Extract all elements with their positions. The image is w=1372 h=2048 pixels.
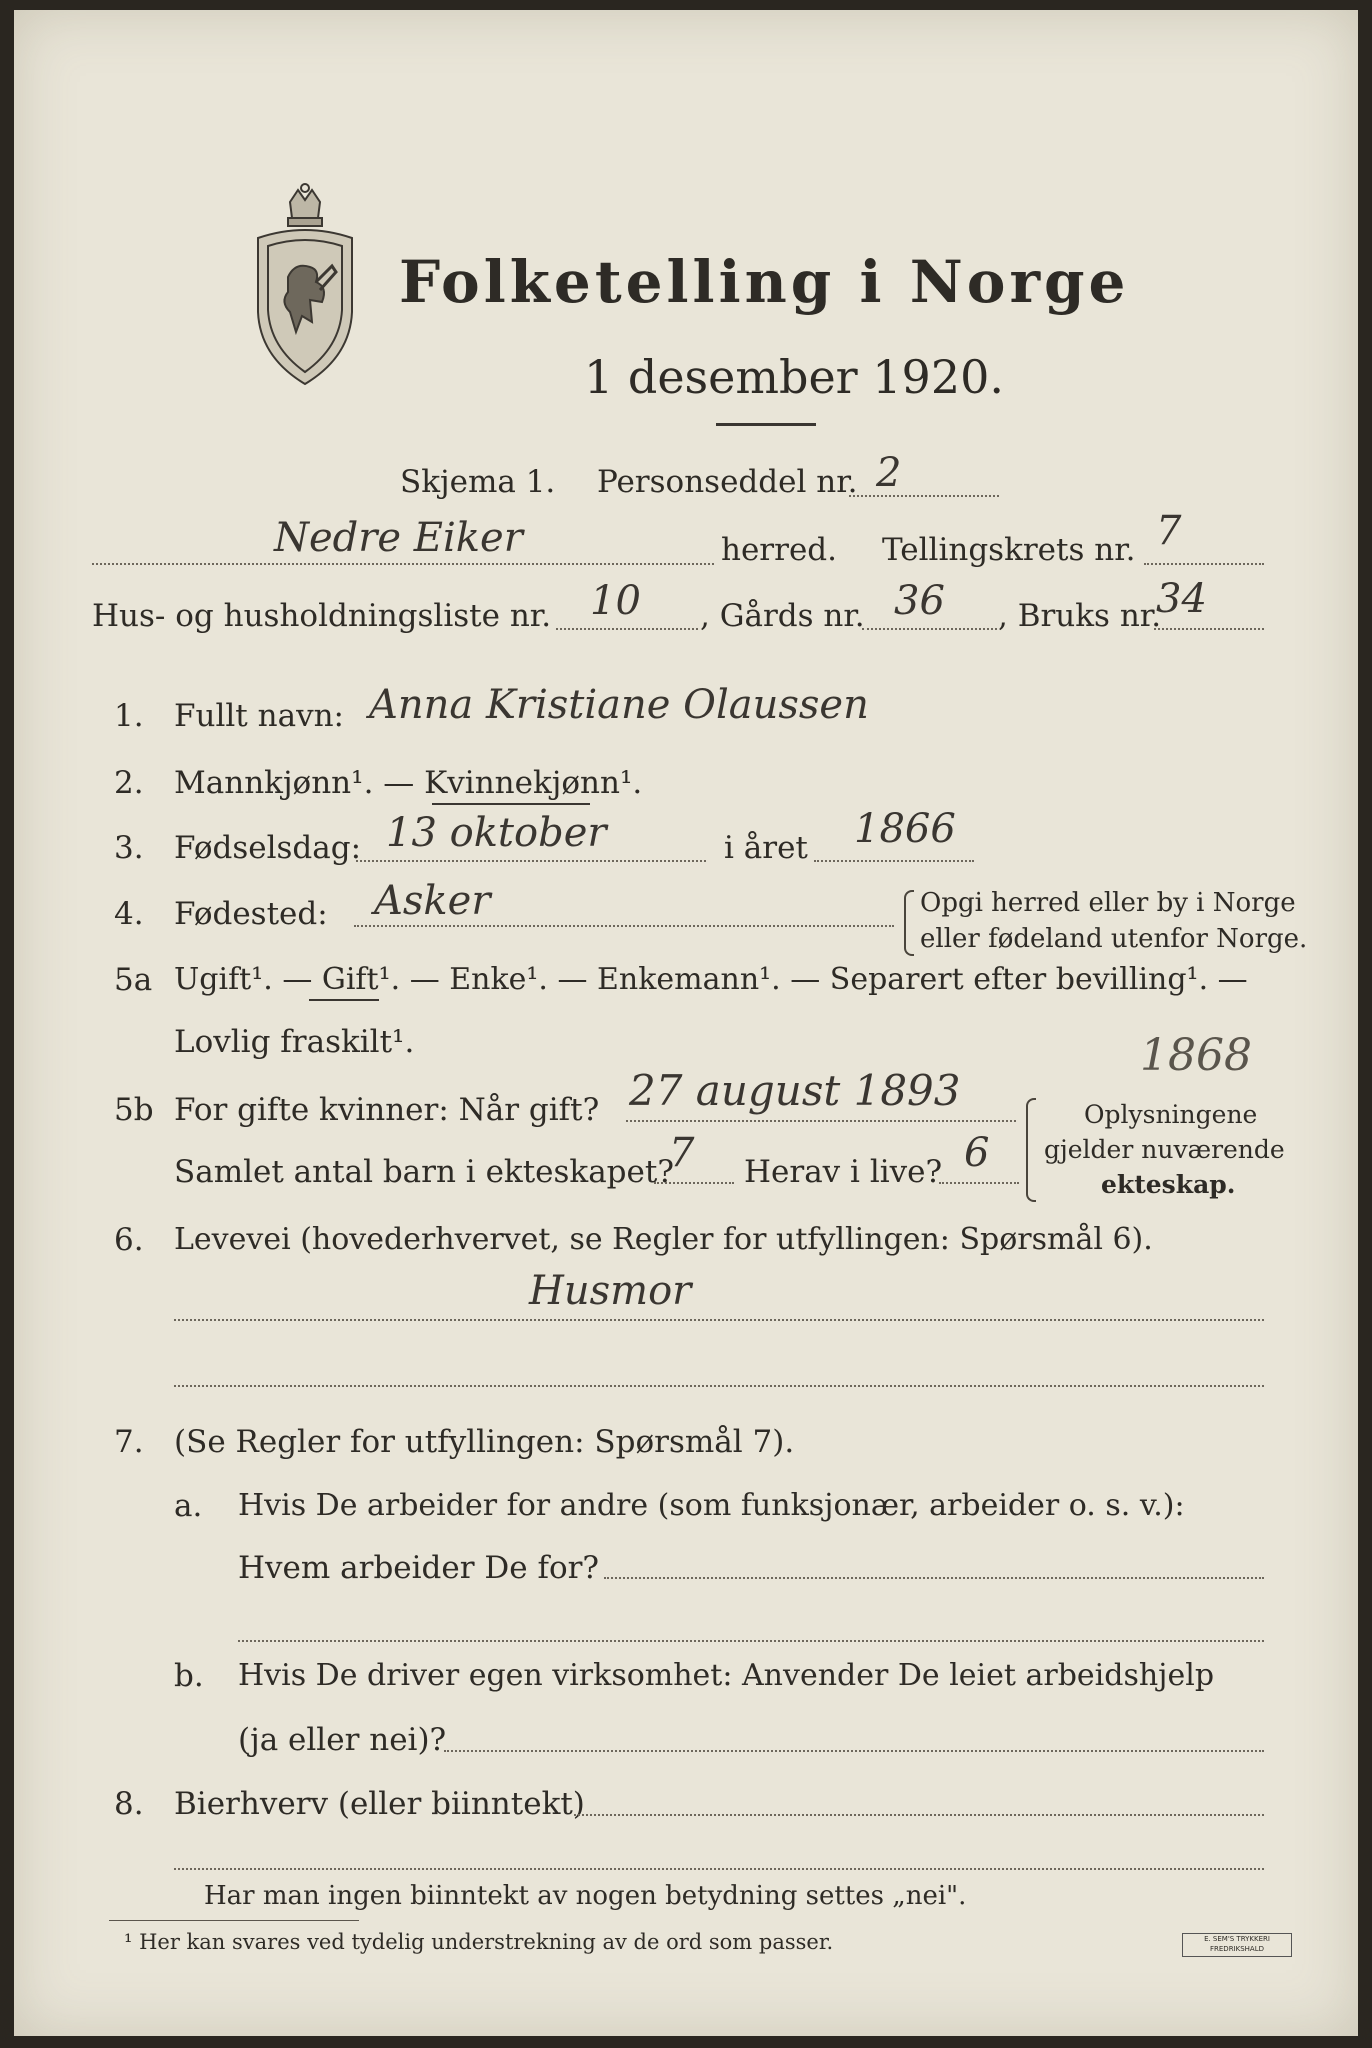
q8-answer-line[interactable] [574,1814,1264,1816]
bottom-note: Har man ingen biinntekt av nogen betydning settes „nei". [204,1881,967,1911]
q3-birthday-value[interactable]: 13 oktober [386,810,607,856]
herred-line [92,563,714,565]
q7b-line1: Hvis De driver egen virksomhet: Anvender De leiet arbeidshjelp [238,1658,1215,1693]
q5b-marriage-date-value[interactable]: 27 august 1893 [629,1066,961,1115]
personseddel-line [849,495,999,497]
q6-occupation-value[interactable]: Husmor [529,1268,692,1314]
q8-number: 8. [114,1786,144,1822]
q5b-line [626,1120,1016,1122]
q5a-marital-options: Ugift¹. — Gift¹. — Enke¹. — Enkemann¹. — Separert efter bevilling¹. — [174,962,1248,997]
q3-year-value[interactable]: 1866 [854,806,956,852]
q1-full-name-value[interactable]: Anna Kristiane Olaussen [369,682,869,728]
title-divider [716,423,816,426]
q5b-note-line1: Oplysningene [1084,1100,1258,1129]
hus-value[interactable]: 10 [590,578,641,624]
q5b-alive-label: Herav i live? [744,1154,943,1190]
q5b-number: 5b [114,1092,154,1128]
census-form-sheet [14,10,1358,2036]
herred-value[interactable]: Nedre Eiker [274,515,523,561]
q6-label: Levevei (hovederhvervet, se Regler for utfyllingen: Spørsmål 6). [174,1222,1153,1257]
q6-number: 6. [114,1222,144,1258]
q3-year-line [814,860,974,862]
schema-label: Skjema 1. [400,464,556,500]
gards-value[interactable]: 36 [894,578,945,624]
q7a-line2: Hvem arbeider De for? [238,1550,600,1586]
q4-label: Fødested: [174,896,328,932]
q2-underline-kvinnekjonn [432,803,590,805]
q7a-answer-line[interactable] [604,1577,1264,1579]
q7-number: 7. [114,1424,144,1460]
gards-label: , Gårds nr. [700,598,865,634]
bruks-label: , Bruks nr. [998,598,1162,634]
q7a-letter: a. [174,1488,203,1524]
q7-label: (Se Regler for utfyllingen: Spørsmål 7). [174,1424,795,1460]
q5b-alive-value[interactable]: 6 [964,1130,990,1176]
hus-line [556,628,698,630]
q5b-note-line2: gjelder nuværende [1044,1135,1285,1164]
q5b-label: For gifte kvinner: Når gift? [174,1092,600,1128]
q5b-children-value[interactable]: 7 [669,1130,695,1176]
q2-gender-options: Mannkjønn¹. — Kvinnekjønn¹. [174,765,643,801]
q8-answer-line2[interactable] [174,1868,1264,1870]
q4-brace [904,890,914,956]
q4-note-line2: eller fødeland utenfor Norge. [920,924,1308,954]
q4-number: 4. [114,896,144,932]
q8-label: Bierhverv (eller biinntekt) [174,1786,585,1822]
printer-stamp: E. SEM'S TRYKKERI FREDRIKSHALD [1182,1933,1292,1957]
q1-label: Fullt navn: [174,698,344,734]
q5a-line2: Lovlig fraskilt¹. [174,1024,415,1060]
gards-line [862,628,997,630]
bruks-line [1154,628,1264,630]
form-date: 1 desember 1920. [584,350,1004,404]
bruks-value[interactable]: 34 [1156,576,1207,622]
footnote-divider [109,1920,359,1921]
q4-line [354,925,894,927]
q5a-underline-gift [309,999,379,1001]
tellingskrets-value[interactable]: 7 [1156,508,1182,554]
personseddel-label: Personseddel nr. [597,464,858,500]
q3-line [356,860,706,862]
q5b-children-line [654,1182,734,1184]
q7b-line2: (ja eller nei)? [238,1722,447,1758]
q5a-number: 5a [114,962,153,998]
q5b-alive-line [939,1182,1019,1184]
q4-note-line1: Opgi herred eller by i Norge [920,888,1296,918]
q3-number: 3. [114,830,144,866]
tellingskrets-line [1144,563,1264,565]
q7a-line1: Hvis De arbeider for andre (som funksjonær, arbeider o. s. v.): [238,1488,1185,1523]
q3-year-label: i året [724,830,808,866]
q4-birthplace-value[interactable]: Asker [374,878,491,924]
hus-label: Hus- og husholdningsliste nr. [92,598,552,634]
q5b-children-label: Samlet antal barn i ekteskapet? [174,1154,674,1190]
tellingskrets-label: Tellingskrets nr. [882,532,1136,568]
footnote: ¹ Her kan svares ved tydelig understrekning av de ord som passer. [124,1930,834,1954]
q7b-answer-line[interactable] [444,1750,1264,1752]
q1-number: 1. [114,698,144,734]
q3-label: Fødselsdag: [174,830,362,866]
q5b-brace [1026,1098,1036,1202]
q5b-margin-year: 1868 [1140,1030,1252,1081]
herred-label: herred. [721,532,837,568]
q7a-answer-line2[interactable] [238,1640,1264,1642]
coat-of-arms-icon [250,182,360,392]
personseddel-value[interactable]: 2 [876,450,902,496]
q6-line2 [174,1385,1264,1387]
q7b-letter: b. [174,1658,204,1694]
q6-line1 [174,1319,1264,1321]
form-title: Folketelling i Norge [399,248,1130,316]
q2-number: 2. [114,765,144,801]
q5b-note-line3: ekteskap. [1101,1170,1236,1199]
